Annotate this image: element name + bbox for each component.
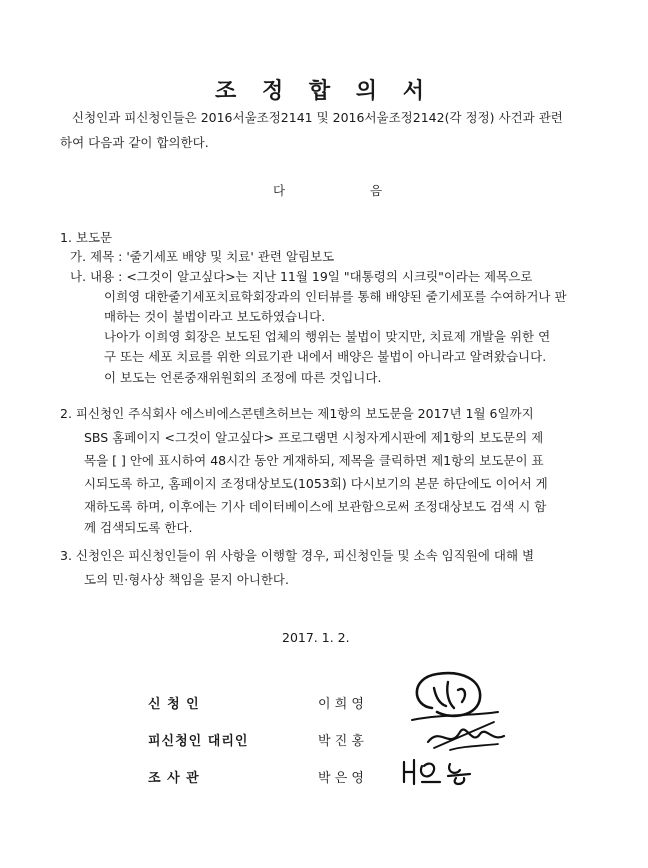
heading-da: 다	[273, 183, 286, 198]
item1-content-line: 매하는 것이 불법이라고 보도하였습니다.	[104, 309, 326, 324]
item2-line: SBS 홈페이지 <그것이 알고싶다> 프로그램면 시청자게시판에 제1항의 보도문의 제	[84, 430, 544, 445]
item1-content-line: 구 또는 세포 치료를 위한 의료기관 내에서 배양은 불법이 아니라고 알려왔습니다.	[104, 349, 547, 364]
signer-role: 신 청 인	[148, 697, 200, 712]
item2-line: 재하도록 하며, 이후에는 기사 데이터베이스에 보관함으로써 조정대상보도 검색 시 함	[84, 499, 547, 514]
intro-line-1: 신청인과 피신청인들은 2016서울조정2141 및 2016서울조정2142(각 정정) 사건과 관련	[72, 110, 563, 125]
item3-line: 도의 민·형사상 책임을 묻지 아니한다.	[84, 572, 289, 587]
item2-line: 2. 피신청인 주식회사 에스비에스콘텐츠허브는 제1항의 보도문을 2017년 1월 6일까지	[60, 406, 534, 421]
signer-role: 피신청인 대리인	[148, 734, 249, 749]
item1-content-line: 이 보도는 언론중재위원회의 조정에 따른 것입니다.	[104, 370, 382, 385]
signer-name: 이 희 영	[318, 697, 364, 712]
document-date: 2017. 1. 2.	[282, 630, 350, 645]
item1-content-line: 이희영 대한줄기세포치료학회장과의 인터뷰를 통해 배양된 줄기세포를 수여하거나 판	[104, 289, 567, 304]
document-title: 조 정 합 의 서	[215, 79, 433, 104]
signature-2	[420, 716, 510, 756]
item1-subtitle: 가. 제목 : '줄기세포 배양 및 치료' 관련 알림보도	[70, 249, 335, 264]
item1-content-line: 나. 내용 : <그것이 알고싶다>는 지난 11월 19일 "대통령의 시크릿"이라는 제목으로	[70, 269, 533, 284]
signer-role: 조 사 관	[148, 771, 200, 786]
item1-heading: 1. 보도문	[60, 230, 113, 245]
item3-line: 3. 신청인은 피신청인들이 위 사항을 이행할 경우, 피신청인들 및 소속 임직원에 대해 별	[60, 548, 535, 563]
heading-eum: 음	[370, 183, 383, 198]
item1-content-line: 나아가 이희영 회장은 보도된 업체의 행위는 불법이 맞지만, 치료제 개발을 위한 연	[104, 329, 551, 344]
intro-line-2: 하여 다음과 같이 합의한다.	[60, 135, 209, 150]
signer-name: 박 진 홍	[318, 734, 364, 749]
signer-name: 박 은 영	[318, 771, 364, 786]
signature-3	[400, 752, 480, 788]
item2-line: 목을 [ ] 안에 표시하여 48시간 동안 게재하되, 제목을 클릭하면 제1항의 보도문이 표	[84, 453, 544, 468]
item2-line: 께 검색되도록 한다.	[84, 520, 193, 535]
item2-line: 시되도록 하고, 홈페이지 조정대상보도(1053회) 다시보기의 본문 하단에도 이어서 게	[84, 476, 548, 491]
